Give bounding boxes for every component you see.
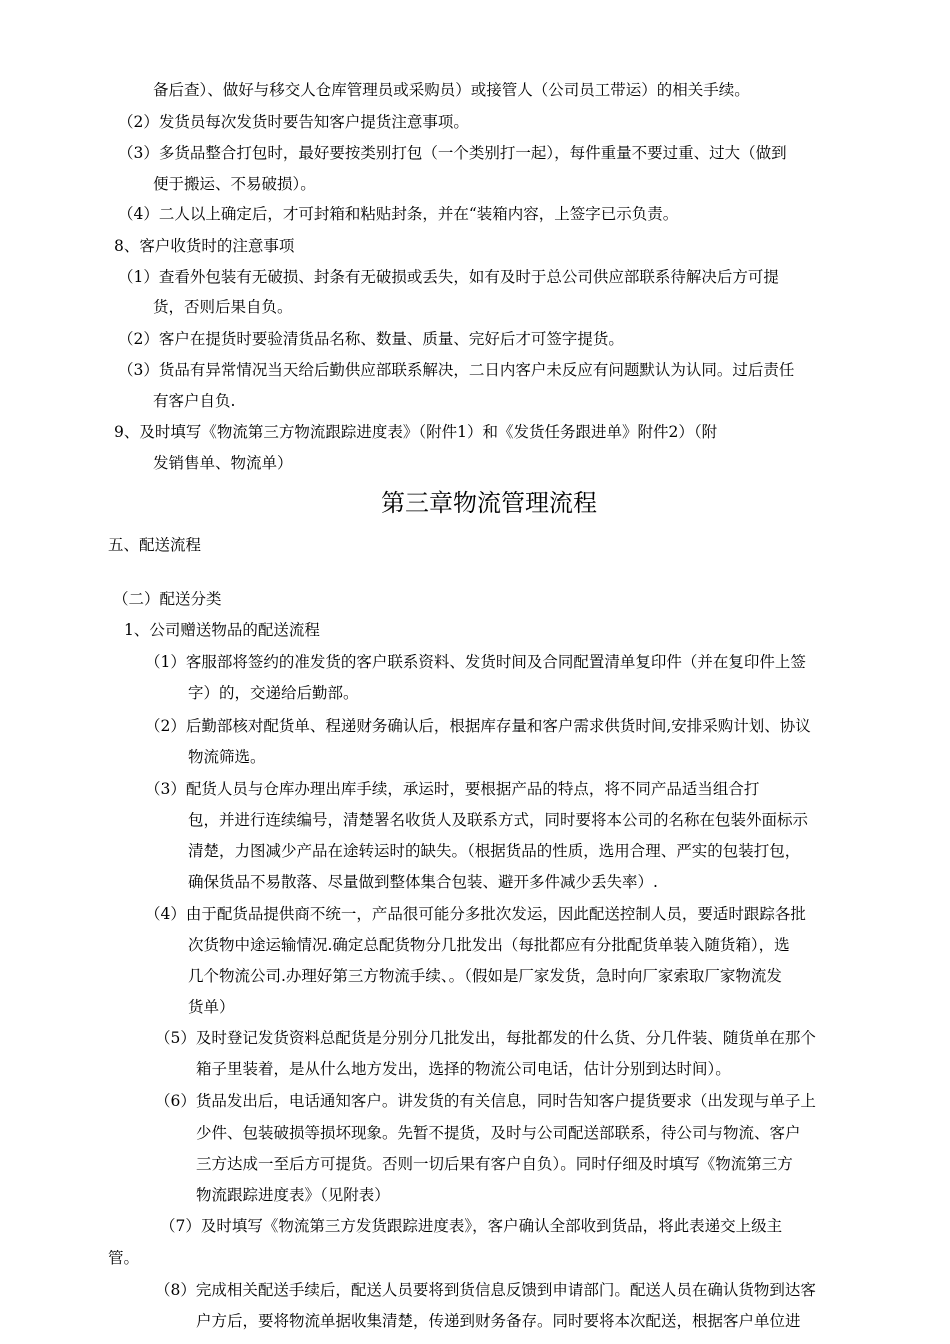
- text-line: 货单）: [188, 998, 235, 1016]
- text-line: （6）货品发出后，电话通知客户。讲发货的有关信息，同时告知客户提货要求（出发现与单子上: [155, 1092, 816, 1110]
- text-line: （5）及时登记发货资料总配货是分别分几批发出，每批都发的什么货、分几件装、随货单在那个: [155, 1029, 816, 1047]
- text-line: （2）后勤部核对配货单、程递财务确认后，根据库存量和客户需求供货时间,安排采购计划、协议: [145, 717, 811, 735]
- section-heading: 8、客户收货时的注意事项: [114, 237, 295, 255]
- section-heading: 五、配送流程: [108, 536, 202, 554]
- text-line: （8）完成相关配送手续后，配送人员要将到货信息反馈到申请部门。配送人员在确认货物到达客: [155, 1281, 816, 1299]
- text-line: （2）发货员每次发货时要告知客户提货注意事项。: [118, 113, 469, 131]
- text-line: 货，否则后果自负。: [153, 298, 293, 316]
- text-line: （3）配货人员与仓库办理出库手续，承运时，要根据产品的特点，将不同产品适当组合打: [145, 780, 760, 798]
- text-line: （1）查看外包装有无破损、封条有无破损或丢失，如有及时于总公司供应部联系待解决后方可提: [118, 268, 779, 286]
- section-heading: 1、公司赠送物品的配送流程: [124, 621, 320, 639]
- text-line: 物流筛选。: [188, 748, 266, 766]
- text-line: 清楚，力图减少产品在途转运时的缺失。（根据货品的性质，选用合理、严实的包装打包，: [188, 842, 801, 860]
- text-line: 箱子里装着，是从什么地方发出，选择的物流公司电话，估计分别到达时间）。: [196, 1060, 731, 1078]
- text-line: （3）多货品整合打包时，最好要按类别打包（一个类别打一起），每件重量不要过重、过大（做到: [118, 144, 787, 162]
- text-line: 包，并进行连续编号，清楚署名收货人及联系方式，同时要将本公司的名称在包装外面标示: [188, 811, 809, 829]
- text-line: 几个物流公司.办理好第三方物流手续、。（假如是厂家发货，急时向厂家索取厂家物流发: [188, 967, 782, 985]
- section-heading: 9、及时填写《物流第三方物流跟踪进度表》（附件1）和《发货任务跟进单》附件2）（附: [114, 423, 718, 441]
- text-line: （3）货品有异常情况当天给后勤供应部联系解决，二日内客户未反应有问题默认为认同。过后责任: [118, 361, 795, 379]
- text-line: 字）的，交递给后勤部。: [188, 684, 359, 702]
- text-line: 管。: [108, 1249, 140, 1267]
- section-heading: （二）配送分类: [113, 590, 222, 608]
- text-line: 便于搬运、不易破损）。: [153, 175, 316, 193]
- text-line: （4）二人以上确定后，才可封箱和粘贴封条，并在“装箱内容，上签字已示负责。: [118, 205, 679, 223]
- text-line: 备后查）、做好与移交人仓库管理员或采购员）或接管人（公司员工带运）的相关手续。: [153, 81, 750, 99]
- text-line: （4）由于配货品提供商不统一，产品很可能分多批次发运，因此配送控制人员，要适时跟踪各批: [145, 905, 806, 923]
- text-line: 少件、包装破损等损坏现象。先暂不提货，及时与公司配送部联系，待公司与物流、客户: [196, 1124, 801, 1142]
- chapter-title: 第三章物流管理流程: [381, 489, 597, 517]
- text-line: 确保货品不易散落、尽量做到整体集合包装、避开多件减少丢失率）.: [188, 873, 658, 891]
- text-line: 三方达成一至后方可提货。否则一切后果有客户自负）。同时仔细及时填写《物流第三方: [196, 1155, 793, 1173]
- text-line: （1）客服部将签约的准发货的客户联系资料、发货时间及合同配置清单复印件（并在复印件上签: [145, 653, 806, 671]
- text-line: 户方后，要将物流单据收集清楚，传递到财务备存。同时要将本次配送，根据客户单位进: [196, 1312, 801, 1330]
- text-line: 物流跟踪进度表》（见附表）: [196, 1186, 390, 1204]
- text-line: （7）及时填写《物流第三方发货跟踪进度表》，客户确认全部收到货品，将此表递交上级主: [160, 1217, 783, 1235]
- text-line: 次货物中途运输情况.确定总配货物分几批发出（每批都应有分批配货单装入随货箱），选: [188, 936, 790, 954]
- text-line: 有客户自负.: [153, 392, 236, 410]
- text-line: （2）客户在提货时要验清货品名称、数量、质量、完好后才可签字提货。: [118, 330, 624, 348]
- text-line: 发销售单、物流单）: [153, 454, 293, 472]
